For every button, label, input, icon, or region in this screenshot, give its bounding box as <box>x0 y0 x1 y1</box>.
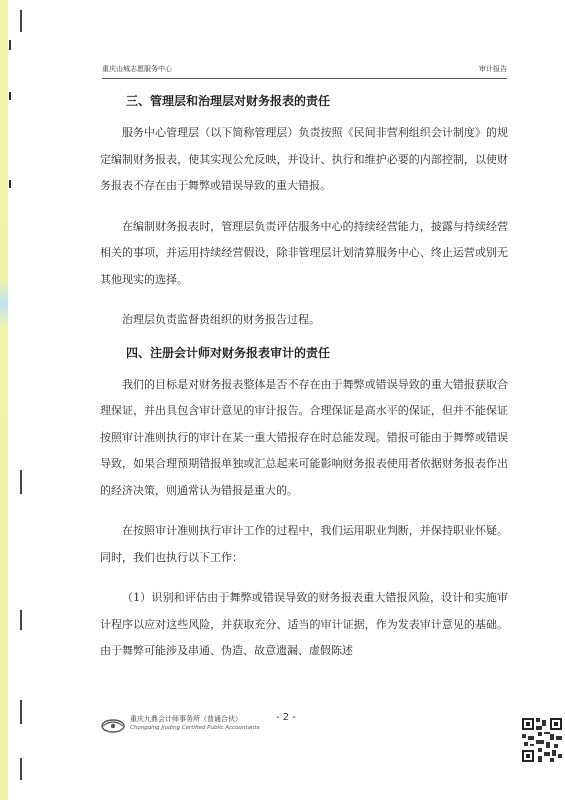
scan-mark <box>20 470 22 494</box>
header-org-name: 重庆山城志愿服务中心 <box>102 65 172 73</box>
scan-mark <box>9 92 11 100</box>
section-heading: 四、注册会计师对财务报表审计的责任 <box>126 345 331 360</box>
paragraph: 我们的目标是对财务报表整体是否不存在由于舞弊或错误导致的重大错报获取合理保证，并出具包含审计意见的审计报告。合理保证是高水平的保证，但并不能保证按照审计准则执行的审计在某一重大错报存在时总能发现。错报可能由于舞弊或错误导致，如果合理预期错报单独或汇总起来可能影响财务报表使用者依据财务报表作出的经济决策，则通常认为错报是重大的。 <box>100 377 508 497</box>
section-heading: 三、管理层和治理层对财务报表的责任 <box>126 94 331 108</box>
document-body <box>100 92 508 665</box>
qr-code-icon <box>522 718 562 762</box>
scan-mark <box>20 10 22 32</box>
scan-mark <box>9 40 11 50</box>
footer-firm-name: 重庆九鼎会计师事务所（普通合伙） <box>130 715 242 723</box>
firm-logo-icon <box>100 716 126 736</box>
page-footer <box>100 712 400 748</box>
scan-mark <box>20 610 22 630</box>
page-header <box>102 62 507 79</box>
paragraph: 在按照审计准则执行审计工作的过程中，我们运用职业判断，并保持职业怀疑。同时，我们也执行以下工作： <box>100 524 508 564</box>
scan-mark <box>20 758 22 780</box>
paragraph: 治理层负责监督贵组织的财务报告过程。 <box>122 313 320 326</box>
paragraph: 在编制财务报表时，管理层负责评估服务中心的持续经营能力，披露与持续经营相关的事项，并运用持续经营假设，除非管理层计划清算服务中心、终止运营或别无其他现实的选择。 <box>100 219 508 286</box>
paragraph: （1）识别和评估由于舞弊或错误导致的财务报表重大错报风险，设计和实施审计程序以应对这些风险，并获取充分、适当的审计证据，作为发表审计意见的基础。由于舞弊可能涉及串通、伪造、故意遗漏、虚假陈述 <box>100 591 508 657</box>
paragraph: 服务中心管理层（以下简称管理层）负责按照《民间非营利组织会计制度》的规定编制财务报表，使其实现公允反映，并设计、执行和维护必要的内部控制，以使财务报表不存在由于舞弊或错误导致的重大错报。 <box>100 126 508 192</box>
header-report-type: 审计报告 <box>479 65 507 73</box>
scan-edge <box>0 0 8 800</box>
scan-mark <box>9 180 11 188</box>
scan-mark <box>20 700 22 724</box>
footer-firm-name-en: Chongqing Jiuding Certified Public Accountants <box>130 725 260 731</box>
page-number: - 2 - <box>276 712 296 723</box>
